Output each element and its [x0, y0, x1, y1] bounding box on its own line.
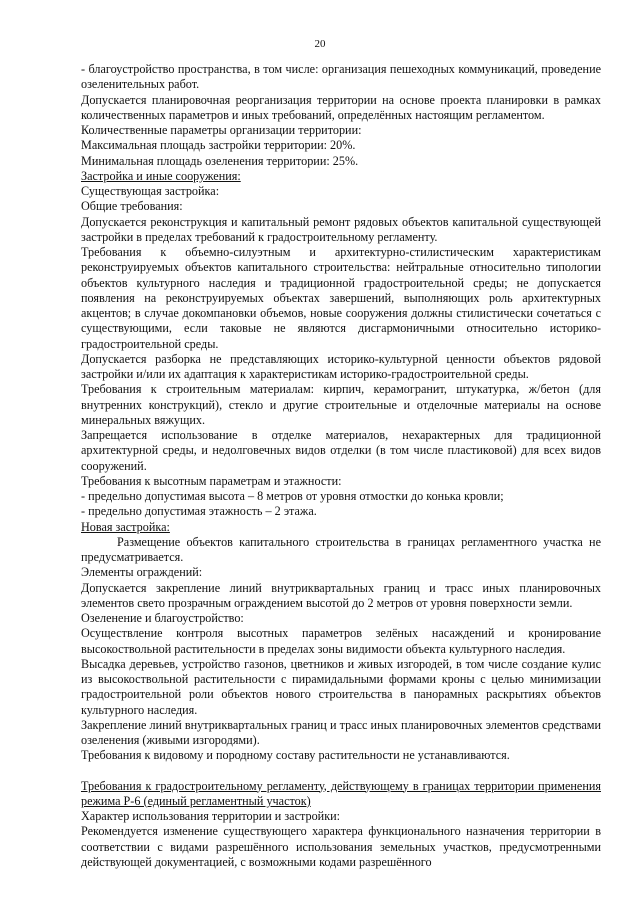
- paragraph: - предельно допустимая этажность – 2 этажа.: [81, 504, 317, 519]
- paragraph: Требования к объемно-силуэтным и архитектурно-стилистическим характеристикам реконструируемых объектов капитального строительства: нейтральные относительно типологии объектов культурного наследия и традиционной градостроительной среды; не допускается появления на реконструируемых объектах завершений, выполняющих роль архитектурных акцентов; в случае докомпановки объемов, новые сооружения должны стилистически сочетаться с существующими, если таковые не являются дисгармоничными относительно историко-градостроительной среды.: [81, 245, 601, 351]
- paragraph: Требования к строительным материалам: кирпич, керамогранит, штукатурка, ж/бетон (для внутренних конструкций), стекло и другие строительные и отделочные материалы на основе минеральных вяжущих.: [81, 382, 601, 427]
- paragraph: - предельно допустимая высота – 8 метров от уровня отмостки до конька кровли;: [81, 489, 504, 503]
- section-heading: Требования к градостроительному регламенту, действующему в границах территории применения режима Р-6 (единый регламентный участок): [81, 778, 601, 808]
- page-number: 20: [314, 38, 326, 50]
- section-heading: Новая застройка:: [81, 519, 170, 534]
- paragraph: Допускается планировочная реорганизация территории на основе проекта планировки в рамках количественных параметров и иных требований, определённых настоящим регламентом.: [81, 92, 601, 122]
- paragraph: Высадка деревьев, устройство газонов, цветников и живых изгородей, в том числе создание кулис из высокоствольной растительности с пирамидальными формами кроны с целью минимизации градостроительной роли объектов нового строительства в панорамных раскрытиях объектов культурного наследия.: [81, 656, 601, 717]
- paragraph-spacer: [81, 764, 601, 779]
- paragraph: Общие требования:: [81, 199, 183, 214]
- paragraph: Требования к видовому и породному составу растительности не устанавливаются.: [81, 748, 510, 763]
- paragraph: Количественные параметры организации территории:: [81, 123, 362, 137]
- paragraph: Элементы ограждений:: [81, 565, 203, 580]
- document-body: [81, 62, 601, 870]
- paragraph: Максимальная площадь застройки территории: 20%.: [81, 138, 356, 153]
- paragraph: Запрещается использование в отделке материалов, нехарактерных для традиционной архитектурной среды, и недолговечных видов отделки (в том числе пластиковой) для всех видов сооружений.: [81, 428, 601, 473]
- paragraph: Закрепление линий внутриквартальных границ и трасс иных планировочных элементов средствами озеленения (живыми изгородями).: [81, 717, 601, 747]
- paragraph: Размещение объектов капитального строительства в границах регламентного участка не предусматривается.: [81, 534, 601, 564]
- paragraph: Существующая застройка:: [81, 184, 220, 198]
- paragraph: Допускается закрепление линий внутриквартальных границ и трасс иных планировочных элементов свето прозрачным ограждением высотой до 2 метров от уровня поверхности земли.: [81, 580, 601, 610]
- paragraph: Минимальная площадь озеленения территории: 25%.: [81, 153, 359, 168]
- paragraph: - благоустройство пространства, в том числе: организация пешеходных коммуникаций, проведение озеленительных работ.: [81, 62, 601, 92]
- paragraph: Осуществление контроля высотных параметров зелёных насаждений и кронирование высокоствольной растительности в пределах зоны видимости объекта культурного наследия.: [81, 626, 601, 656]
- paragraph: Допускается реконструкция и капитальный ремонт рядовых объектов капитальной существующей застройки в пределах требований к градостроительному регламенту.: [81, 214, 601, 244]
- paragraph: Допускается разборка не представляющих историко-культурной ценности объектов рядовой застройки и/или их адаптация к характеристикам историко-градостроительной среды.: [81, 351, 601, 381]
- paragraph: Рекомендуется изменение существующего характера функционального назначения территории в соответствии с видами разрешённого использования земельных участков, предусмотренными действующей документацией, с возможными кодами разрешённого: [81, 824, 601, 869]
- paragraph: Озеленение и благоустройство:: [81, 611, 244, 625]
- section-heading: Застройка и иные сооружения:: [81, 168, 241, 183]
- paragraph: Требования к высотным параметрам и этажности:: [81, 473, 342, 488]
- paragraph: Характер использования территории и застройки:: [81, 809, 341, 823]
